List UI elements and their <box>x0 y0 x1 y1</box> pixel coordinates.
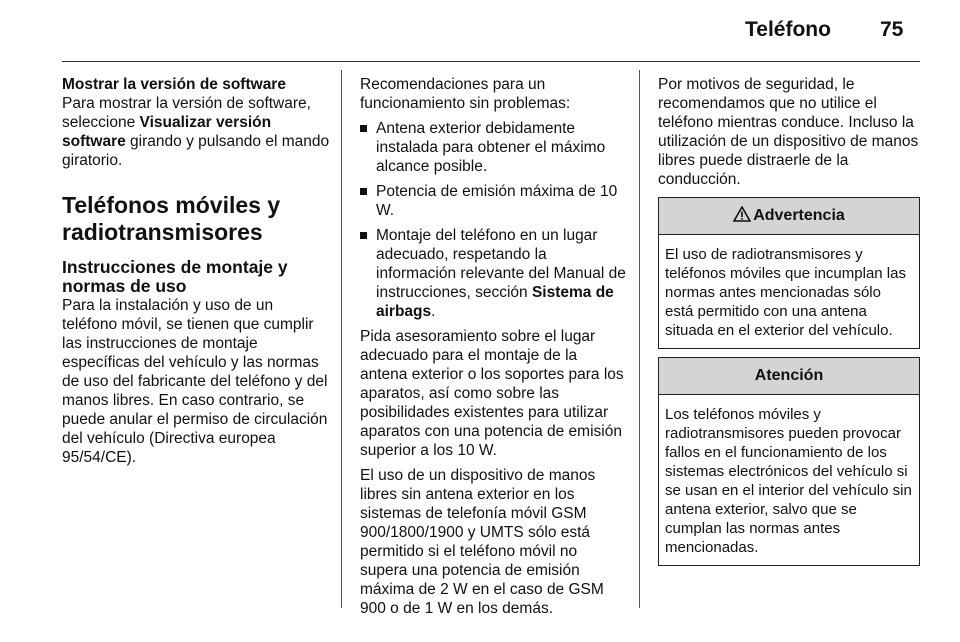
text: girando y pulsando el mando giratorio. <box>62 133 330 169</box>
text: Para mostrar la versión de software, seleccione <box>62 95 311 131</box>
warning-triangle-icon <box>733 200 751 236</box>
warning-title: Advertencia <box>753 207 845 224</box>
attention-box <box>658 357 920 566</box>
page-header-title: Teléfono <box>745 18 831 41</box>
software-version-paragraph <box>62 94 330 170</box>
handsfree-paragraph: El uso de un dispositivo de manos libres sin antena exterior en los sistemas de telefonía móvil GSM 900/1800/1900 y UMTS sólo está permitido si el teléfono móvil no supera una potencia de emisión máxima de 2 W en el caso de GSM 900 o de 1 W en los demás. <box>360 467 604 617</box>
attention-title: Atención <box>754 367 824 384</box>
list-item-text: Antena exterior debidamente instalada para obtener el máximo alcance posible. <box>376 120 606 175</box>
bullet-square-icon <box>360 188 367 195</box>
attention-box-header <box>659 358 919 395</box>
list-item <box>360 226 628 321</box>
bullet-square-icon <box>360 232 367 239</box>
list-item <box>360 119 628 176</box>
attention-body: Los teléfonos móviles y radiotransmisores pueden provocar fallos en el funcionamiento de los sistemas electrónicos del vehículo si se usan en el interior del vehículo sin antena exterior, salvo que se cumplan las normas antes mencionadas. <box>665 406 912 556</box>
column-3 <box>658 75 920 566</box>
warning-box-header <box>659 198 919 235</box>
installation-paragraph: Para la instalación y uso de un teléfono móvil, se tienen que cumplir las instrucciones de montaje específicas del vehículo y las normas de uso del fabricante del teléfono y del manos libres. En caso contrario, se puede anular el permiso de circulación del vehículo (Directiva europea 95/54/CE). <box>62 297 328 466</box>
text: . <box>431 303 436 320</box>
warning-box <box>658 197 920 349</box>
subsection-title-installation: Instrucciones de montaje y normas de uso <box>62 257 288 296</box>
bullet-square-icon <box>360 125 367 132</box>
warning-body: El uso de radiotransmisores y teléfonos móviles que incumplan las normas antes mencionadas sólo está permitido con una antena situada en el exterior del vehículo. <box>665 246 906 339</box>
menu-option-label: Visualizar versión software <box>62 114 272 150</box>
column-2 <box>360 75 628 624</box>
list-item <box>360 182 628 220</box>
section-heading-software-version: Mostrar la versión de software <box>62 76 286 93</box>
column-divider-2 <box>639 70 640 608</box>
recommendations-intro: Recomendaciones para un funcionamiento sin problemas: <box>360 76 571 112</box>
safety-paragraph: Por motivos de seguridad, le recomendamos que no utilice el teléfono mientras conduce. Incluso la utilización de un dispositivo de manos libres puede distraerle de la conducción. <box>658 76 919 188</box>
antenna-advice-paragraph: Pida asesoramiento sobre el lugar adecuado para el montaje de la antena exterior o los soportes para los aparatos, así como sobre las posibilidades existentes para utilizar aparatos con una potencia de emisión superior a los 10 W. <box>360 328 624 459</box>
page-number: 75 <box>880 18 904 41</box>
column-1 <box>62 75 330 473</box>
list-item-text: Potencia de emisión máxima de 10 W. <box>376 183 618 219</box>
list-item-text: Montaje del teléfono en un lugar adecuado, respetando la información relevante del Manual de instrucciones, sección <box>376 227 626 301</box>
recommendations-list <box>360 119 628 321</box>
header-rule <box>62 61 920 62</box>
section-title-phones: Teléfonos móviles y radiotransmisores <box>62 192 281 245</box>
column-divider-1 <box>341 70 342 608</box>
cross-reference: Sistema de airbags <box>376 284 614 320</box>
